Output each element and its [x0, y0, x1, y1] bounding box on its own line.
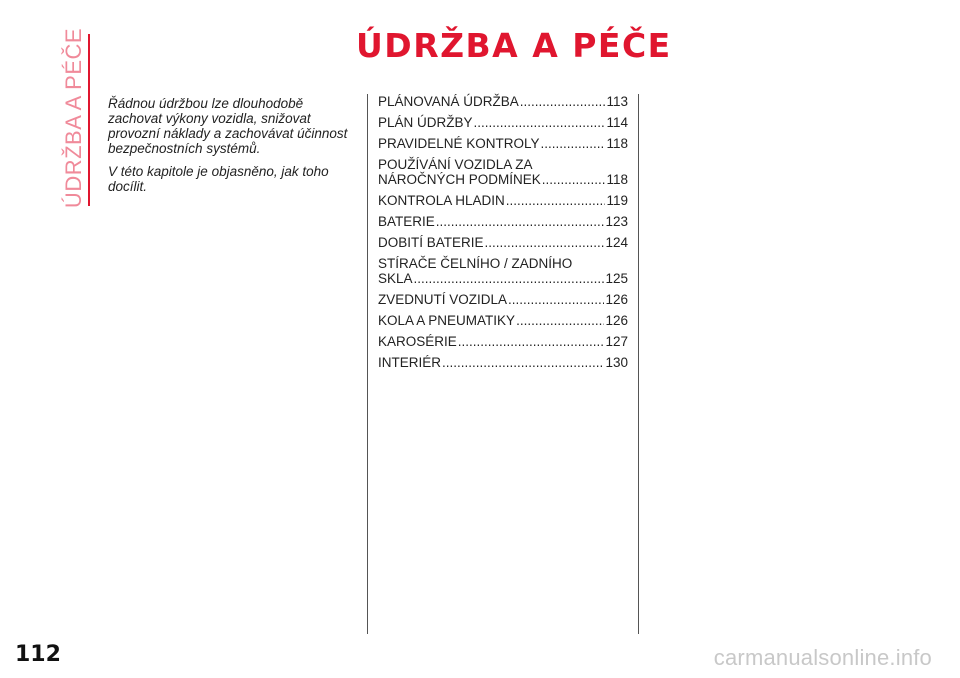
- toc-entry-label: KAROSÉRIE: [378, 334, 457, 349]
- watermark: carmanualsonline.info: [713, 645, 932, 670]
- side-chapter-tab: [56, 28, 92, 208]
- toc-entry[interactable]: [378, 355, 628, 370]
- toc-entry-first-line: STÍRAČE ČELNÍHO / ZADNÍHO: [378, 256, 573, 271]
- toc-leader-dots: [520, 94, 606, 109]
- toc-leader-dots: [516, 313, 604, 328]
- toc-entry[interactable]: [378, 235, 628, 250]
- toc-entry-label: PRAVIDELNÉ KONTROLY: [378, 136, 540, 151]
- toc-entry-label: PLÁN ÚDRŽBY: [378, 115, 473, 130]
- toc-entry-label: PLÁNOVANÁ ÚDRŽBA: [378, 94, 519, 109]
- column-divider-right: [638, 94, 639, 634]
- chapter-title: ÚDRŽBA A PÉČE: [356, 26, 672, 65]
- toc-entry-first-line: POUŽÍVÁNÍ VOZIDLA ZA: [378, 157, 533, 172]
- toc-entry[interactable]: [378, 334, 628, 349]
- column-divider-left: [367, 94, 368, 634]
- intro-paragraph: V této kapitole je objasněno, jak toho docílit.: [108, 164, 329, 194]
- toc-entry-label: SKLA: [378, 271, 413, 286]
- toc-entry-page: 124: [605, 235, 628, 250]
- toc-entry-page: 123: [605, 214, 628, 229]
- toc-leader-dots: [506, 193, 606, 208]
- toc-leader-dots: [485, 235, 605, 250]
- toc-entry-page: 119: [606, 193, 628, 208]
- toc-leader-dots: [458, 334, 605, 349]
- toc-leader-dots: [414, 271, 605, 286]
- toc-entry-label: BATERIE: [378, 214, 435, 229]
- toc-entry-page: 118: [606, 172, 628, 187]
- toc-entry[interactable]: [378, 136, 628, 151]
- toc-entry-page: 113: [606, 94, 628, 109]
- toc-entry-page: 127: [605, 334, 628, 349]
- toc-leader-dots: [474, 115, 606, 130]
- toc-leader-dots: [541, 136, 606, 151]
- toc-entry[interactable]: [378, 115, 628, 130]
- toc-entry[interactable]: [378, 256, 628, 286]
- toc-entry-page: 118: [606, 136, 628, 151]
- side-chapter-label: ÚDRŽBA A PÉČE: [61, 27, 86, 209]
- page-number: 112: [15, 642, 61, 667]
- toc-entry-label: NÁROČNÝCH PODMÍNEK: [378, 172, 541, 187]
- toc-entry[interactable]: [378, 157, 628, 187]
- toc-entry[interactable]: [378, 313, 628, 328]
- toc-entry[interactable]: [378, 292, 628, 307]
- toc-entry-page: 114: [606, 115, 628, 130]
- toc-entry[interactable]: [378, 193, 628, 208]
- toc-leader-dots: [542, 172, 606, 187]
- intro-paragraph: Řádnou údržbou lze dlouhodobě zachovat výkony vozidla, snižovat provozní náklady a zachovávat účinnost bezpečnostních systémů.: [108, 96, 348, 156]
- side-accent-line: [88, 34, 90, 206]
- toc-entry-page: 126: [605, 292, 628, 307]
- toc-entry-page: 125: [605, 271, 628, 286]
- toc-entry[interactable]: [378, 94, 628, 109]
- toc-entry-label: DOBITÍ BATERIE: [378, 235, 484, 250]
- toc-leader-dots: [508, 292, 604, 307]
- toc-entry-label: INTERIÉR: [378, 355, 442, 370]
- toc-entry-page: 130: [605, 355, 628, 370]
- toc-leader-dots: [436, 214, 605, 229]
- toc-entry-label: ZVEDNUTÍ VOZIDLA: [378, 292, 508, 307]
- toc-entry[interactable]: [378, 214, 628, 229]
- toc-entry-label: KONTROLA HLADIN: [378, 193, 505, 208]
- intro-text: [108, 96, 358, 202]
- toc-entry-label: KOLA A PNEUMATIKY: [378, 313, 516, 328]
- table-of-contents: [378, 94, 628, 376]
- toc-entry-page: 126: [605, 313, 628, 328]
- toc-leader-dots: [442, 355, 604, 370]
